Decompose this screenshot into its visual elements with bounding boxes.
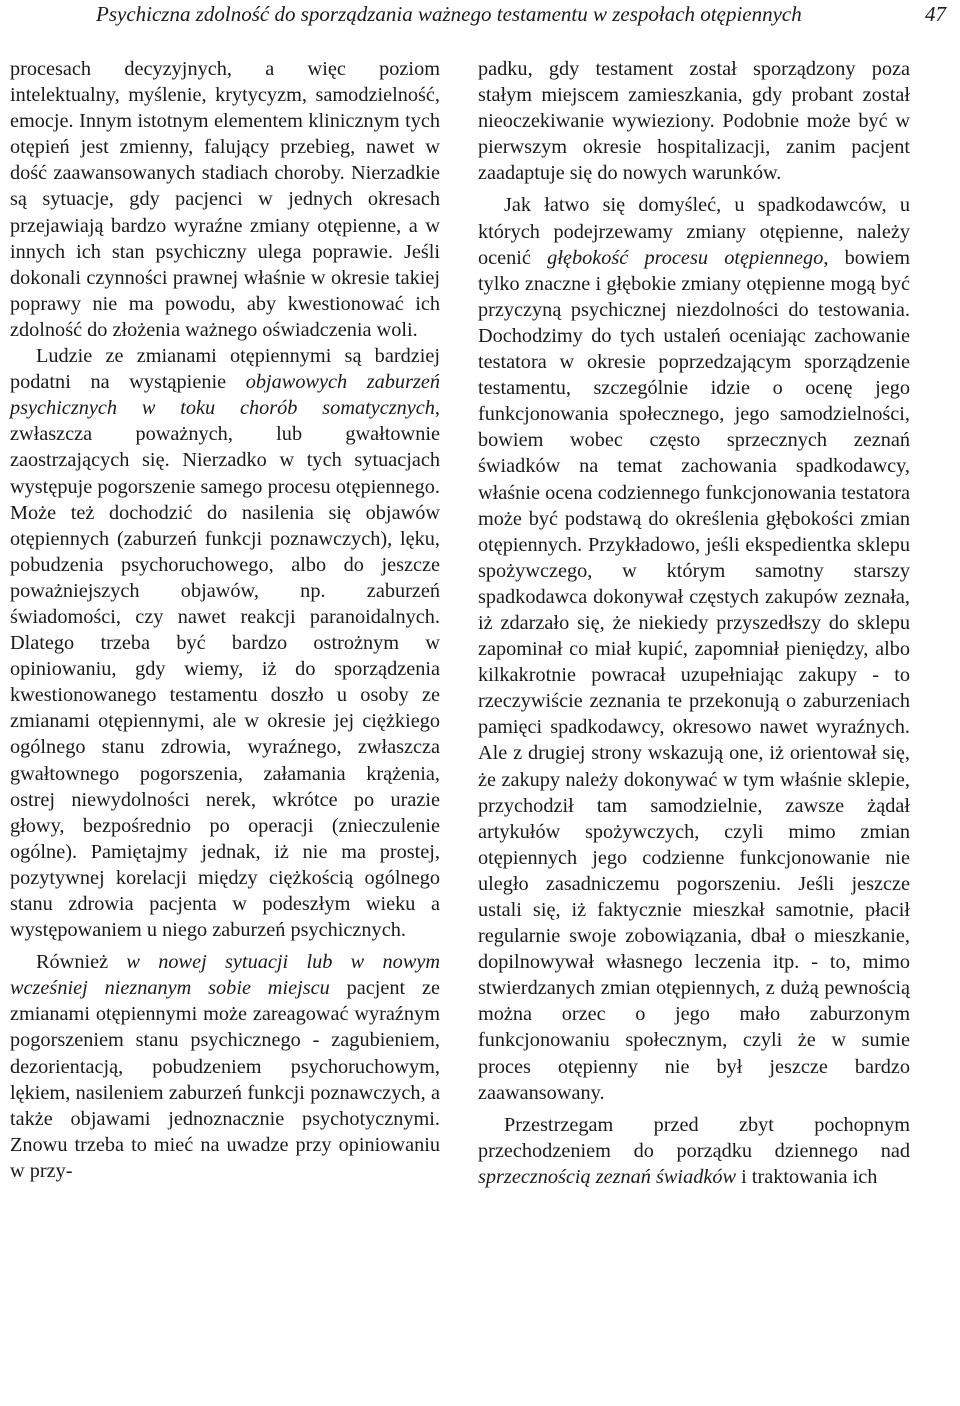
left-column xyxy=(10,56,440,1184)
paragraph xyxy=(478,192,910,1105)
paragraph-text: i traktowania ich xyxy=(736,1165,878,1188)
paragraph-text: pacjent ze zmianami otępiennymi może zareagować wyraźnym pogorszeniem stanu psychicznego - zagubieniem, dezorientacją, pobudzeniem psychoruchowym, lękiem, nasileniem zaburzeń funkcji poznawczych, a także objawami jednoznacznie psychotycznymi. Znowu trzeba to mieć na uwadze przy opiniowaniu w przy- xyxy=(10,977,440,1182)
right-column xyxy=(478,56,910,1190)
paragraph-text: Ludzie ze zmianami otępiennymi są bardziej podatni na wystąpienie xyxy=(10,345,440,394)
page-number: 47 xyxy=(925,2,946,26)
paragraph-text: procesach decyzyjnych, a więc poziom intelektualny, myślenie, krytycyzm, samodzielność, emocje. Innym istotnym elementem klinicznym tych otępień jest zmienny, falujący przebieg, nawet w dość zaawansowanych stadiach choroby. Nierzadkie są sytuacje, gdy pacjenci w jednych okresach przejawiają bardzo wyraźne zmiany otępienne, a w innych ich stan psychiczny ulega poprawie. Jeśli dokonali czynności prawnej właśnie w okresie takiej poprawy nie ma powodu, aby kwestionować ich zdolność do złożenia ważnego oświadczenia woli. xyxy=(10,58,440,341)
paragraph-text: Również xyxy=(36,951,127,974)
paragraph xyxy=(10,56,440,343)
paragraph xyxy=(478,1112,910,1190)
emphasis-text: w nowej sytuacji lub w nowym wcześniej nieznanym sobie miejscu xyxy=(10,951,440,1000)
paragraph xyxy=(10,949,440,1184)
paragraph-text: Przestrzegam przed zbyt pochopnym przechodzeniem do porządku dziennego nad xyxy=(478,1113,910,1162)
emphasis-text: głębokość procesu otępiennego xyxy=(547,246,824,269)
paragraph xyxy=(10,343,440,943)
paragraph xyxy=(478,56,910,186)
paragraph-text: , bowiem tylko znaczne i głębokie zmiany otępienne mogą być przyczyną psychicznej niezdolności do testowania. Dochodzimy do tych ustaleń oceniając zachowanie testatora w okresie poprzedzającym sporządzenie testamentu, szczególnie idzie o ocenę jego funkcjonowania społecznego, jego samodzielności, bowiem wobec często sprzecznych zeznań świadków na temat zachowania spadkodawcy, właśnie ocena codziennego funkcjonowania testatora może być podstawą do określenia głębokości zmian otępiennych. Przykładowo, jeśli ekspedientka sklepu spożywczego, w którym samotny starszy spadkodawca dokonywał częstych zakupów zeznała, iż zdarzało się, że niekiedy przyszedłszy do sklepu zapominał co miał kupić, zapomniał pieniędzy, albo kilkakrotnie powracał uzupełniając zakupy - to rzeczywiście zeznania te przekonują o zaburzeniach pamięci spadkodawcy, okresowo nawet wyraźnych. Ale z drugiej strony wskazują one, iż orientował się, że zakupy należy dokonywać w tym właśnie sklepie, przychodził tam samodzielnie, zawsze żądał artykułów spożywczych, czyli mimo zmian otępiennych jego codzienne funkcjonowanie nie uległo zasadniczemu pogorszeniu. Jeśli jeszcze ustali się, iż faktycznie mieszkał samotnie, płacił regularnie swoje zobowiązania, dbał o mieszkanie, dopilnowywał własnego leczenia itp. - to, mimo stwierdzanych zmian otępiennych, z dużą pewnością można orzec o jego mało zaburzonym funkcjonowaniu społecznym, czyli że w sumie proces otępienny nie był jeszcze bardzo zaawansowany. xyxy=(478,246,910,1104)
emphasis-text: sprzecznością zeznań świadków xyxy=(478,1165,737,1188)
running-title: Psychiczna zdolność do sporządzania ważnego testamentu w zespołach otępiennych xyxy=(96,2,802,26)
emphasis-text: objawowych zaburzeń psychicznych w toku chorób somatycznych xyxy=(10,371,440,420)
paragraph-text: , zwłaszcza poważnych, lub gwałtownie zaostrzających się. Nierzadko w tych sytuacjach występuje pogorszenie samego procesu otępiennego. Może też dochodzić do nasilenia się objawów otępiennych (zaburzeń funkcji poznawczych), lęku, pobudzenia psychoruchowego, albo do jeszcze poważniejszych objawów, np. zaburzeń świadomości, czy nawet reakcji paranoidalnych. Dlatego trzeba być bardzo ostrożnym w opiniowaniu, gdy wiemy, iż do sporządzenia kwestionowanego testamentu doszło u osoby ze zmianami otępiennymi, ale w okresie jej ciężkiego ogólnego stanu zdrowia, wyraźnego, zwłaszcza gwałtownego pogorszenia, załamania krążenia, ostrej niewydolności nerek, wkrótce po urazie głowy, bezpośrednio po operacji (znieczulenie ogólne). Pamiętajmy jednak, iż nie ma prostej, pozytywnej korelacji między ciężkością ogólnego stanu zdrowia pacjenta w podeszłym wieku a występowaniem u niego zaburzeń psychicznych. xyxy=(10,397,440,942)
running-header xyxy=(96,0,946,28)
paragraph-text: Jak łatwo się domyśleć, u spadkodawców, u których podejrzewamy zmiany otępienne, należy ocenić xyxy=(478,194,910,269)
paragraph-text: padku, gdy testament został sporządzony poza stałym miejscem zamieszkania, gdy probant został nieoczekiwanie wywieziony. Podobnie może być w pierwszym okresie hospitalizacji, zanim pacjent zaadaptuje się do nowych warunków. xyxy=(478,58,910,185)
